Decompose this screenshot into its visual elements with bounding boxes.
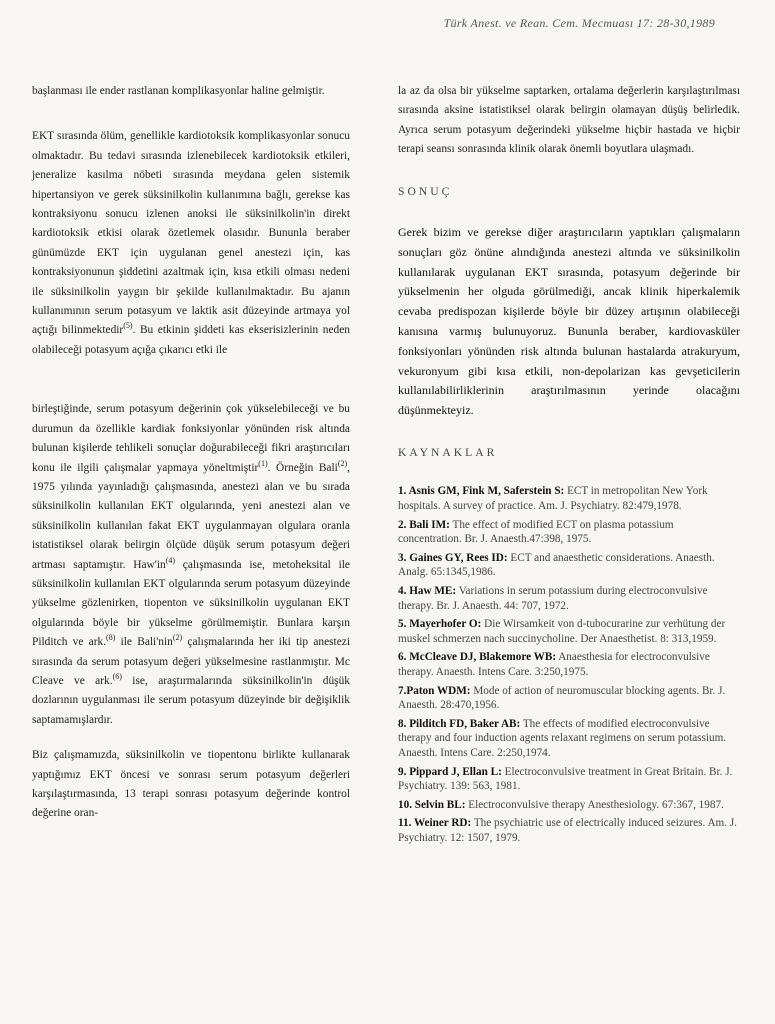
paragraph xyxy=(32,127,350,360)
reference-item xyxy=(398,584,740,613)
reference-authors: 10. Selvin BL: xyxy=(398,798,466,811)
citation-ref: (4) xyxy=(165,555,176,565)
paragraph-text: . Bu etkinin şiddeti kas ekserisizlerinin neden olabileceği potasyum açığa çıkarıcı etki ile xyxy=(32,324,350,356)
paragraph: Gerek bizim ve gerekse diğer araştırıcıların yaptıkları çalışmaların sonuçları göz önüne alındığında anestezi altında ve süksinilkolin kullanılarak uygulanan EKT sırasında, potasyum değerinde bir yükselmenin her olguda görülmediği, ancak klinik hiperkalemik cevaba predispozan kişilerde böyle bir düzey artışının olabileceği kanısına varmış bulunuyoruz. Bununla beraber, kardiovasküler fonksiyonları yönünden risk altında bulunan hastalarda atrakuryum, vekuronyum gibi kısa etkili, non-depolarizan kas gevşeticilerin kullanılabilirliklerinin araştırılmasının yerinde olacağını düşünmekteyiz. xyxy=(398,225,740,418)
reference-details: The psychiatric use of electrically induced seizures. Am. J. Psychiatry. 12: 1507, 1979. xyxy=(398,817,737,844)
paragraph: Biz çalışmamızda, süksinilkolin ve tiopentonu birlikte kullanarak yaptığımız EKT öncesi ve sonrası serum potasyum değerleri karşılaştırmasında, 13 terapi sonrası potasyum değerinde kontrol değerine oran- xyxy=(32,749,350,820)
reference-authors: 5. Mayerhofer O: xyxy=(398,618,482,631)
reference-details: ECT and anaesthetic considerations. Anaesth. Analg. 65:1345,1986. xyxy=(398,551,715,579)
reference-authors: 11. Weiner RD: xyxy=(398,817,472,830)
reference-details: Anaesthesia for electroconvulsive therapy. Anaesth. Intens Care. 3:250,1975. xyxy=(398,651,710,678)
reference-item xyxy=(398,518,740,547)
right-column xyxy=(398,82,740,849)
citation-ref: (2) xyxy=(172,633,183,643)
citation-ref: (6) xyxy=(112,672,122,682)
paragraph-text: çalışmalarında her iki tip anestezi sırasında da serum potasyum değeri yükselmesine rastlanmıştır. Mc Cleave ve ark. xyxy=(32,636,351,687)
reference-item xyxy=(398,765,740,794)
reference-details: Mode of action of neuromuscular blocking agents. Br. J. Anaesth. 28:470,1956. xyxy=(398,684,726,712)
reference-details: Electroconvulsive therapy Anesthesiology. 67:367, 1987. xyxy=(465,798,724,811)
paragraph xyxy=(32,400,350,730)
reference-authors: 3. Gaines GY, Rees ID: xyxy=(398,551,508,564)
reference-authors: 7.Paton WDM: xyxy=(398,684,471,697)
reference-details: Electroconvulsive treatment in Great Britain. Br. J. Psychiatry. 139: 563, 1981. xyxy=(398,765,733,793)
reference-authors: 6. McCleave DJ, Blakemore WB: xyxy=(398,651,557,664)
left-column xyxy=(32,82,350,840)
reference-item xyxy=(398,617,740,646)
reference-item xyxy=(398,551,740,580)
reference-item xyxy=(398,684,740,713)
paragraph-text: EKT sırasında ölüm, genellikle kardiotoksik komplikasyonlar sonucu olmaktadır. Bu tedavi sırasında izlenebilecek kardiotoksik etkileri, jeneralize kasılma nöbeti sırasında meydana gelen sistemik hipertansiyon ve gerek süksinilkolin kullanımına bağlı, gerekse kas kontraksiyonu sonucu izlenen anoksi ile süksinilkolin'in direkt kardiotoksik etkisi olarak özetlemek olasıdır. Bununla beraber günümüzde EKT için uygulanan genel anestezi için, kas kontraksiyonunun şiddetini azaltmak için, kısa etkili olması nedeni ile süksinilkolin yaygın bir şekilde kullanılmaktadır. Bu ajanın kullanımının serum potasyum ve laktik asit düzeyinde artmaya yol açtığı bilinmektedir xyxy=(32,130,350,337)
paragraph-text: ise, araştırmalarında süksinilkolin'in düşük dozlarının uygulanması ile serum potasyum düzeyinde bir değişiklik saptamamışlardır. xyxy=(32,674,350,726)
reference-item xyxy=(398,717,740,761)
reference-details: Die Wirsamkeit von d-tubocurarine zur verhütung der muskel schmerzen nach succinycholine. Der Anaesthetist. 8: 313,1959. xyxy=(398,618,726,645)
reference-item xyxy=(398,484,740,513)
reference-item xyxy=(398,816,740,845)
reference-details: The effects of modified electroconvulsive therapy and four induction agents relaxant regimens on serum potassium. Anaesth. Intens Care. 2:250,1974. xyxy=(398,717,727,759)
paragraph-text: ile Bali'nin xyxy=(115,636,173,649)
paragraph-text: . Örneğin Bali xyxy=(267,461,338,474)
citation-ref: (8) xyxy=(106,633,116,643)
paragraph: la az da olsa bir yükselme saptarken, ortalama değerlerin karşılaştırılması sırasında aksine istatistiksel olarak belirgin olamayan düşüş belirledik. Ayrıca serum potasyum değerindeki yükselme hiçbir hastada ve hiçbir terapi seansı sonrasında klinik olarak önemli boyutlara ulaşmadı. xyxy=(398,85,740,156)
reference-item xyxy=(398,650,740,679)
reference-details: ECT in metropolitan New York hospitals. A survey of practice. Am. J. Psychiatry. 82:479,1978. xyxy=(398,485,708,512)
reference-details: Variations in serum potassium during electroconvulsive therapy. Br. J. Anaesth. 44: 707, 1972. xyxy=(398,584,708,612)
paragraph-text: birleştiğinde, serum potasyum değerinin çok yükselebileceği ve bu durumun da özellikle kardiak fonksiyonlar yönünden risk altında bulunan kişilerde tehlikeli sonuçlar doğurabileceği fikri araştırıcıları konu ile ilgili çalışmalar yapmaya yöneltmiştir xyxy=(32,403,350,474)
paragraph-text: , 1975 yılında yayınladığı çalışmasında, anestezi alan ve bu sırada süksinilkolin kullanılan EKT olgularında, yeni anestezi alan ve süksinilkolin kullanılan fakat EKT uygulanmayan olgulara oranla istatistiksel olarak belirgin ölçüde düşük serum potasyum değeri artması saptamıştır. Haw'in xyxy=(32,461,351,571)
reference-authors: 4. Haw ME: xyxy=(398,584,457,597)
citation-ref: (5) xyxy=(123,321,133,331)
citation-ref: (2) xyxy=(337,458,348,468)
section-heading-references: KAYNAKLAR xyxy=(398,446,498,459)
reference-details: The effect of modified ECT on plasma potassium concentration. Br. J. Anaesth.47:398, 1975. xyxy=(398,518,674,546)
running-head: Türk Anest. ve Rean. Cem. Mecmuası 17: 28-30,1989 xyxy=(443,16,715,30)
paragraph: başlanması ile ender rastlanan komplikasyonlar haline gelmiştir. xyxy=(32,85,325,97)
reference-authors: 9. Pippard J, Ellan L: xyxy=(398,765,502,778)
reference-list xyxy=(398,484,740,845)
reference-authors: 1. Asnis GM, Fink M, Saferstein S: xyxy=(398,485,565,498)
reference-authors: 2. Bali IM: xyxy=(398,518,450,531)
reference-item xyxy=(398,798,740,813)
paragraph-text: çalışmasında ise, metoheksital ile süksinilkolin kullanılan EKT olgularında serum potasyum düzeyinde yükselme gözlenirken, tiopenton ve süksinilkolin uygulanan EKT olgularında böyle bir yükselme görülmemiştir. Bunlara karşın Pilditch ve ark. xyxy=(32,558,350,649)
section-heading-result: SONUÇ xyxy=(398,184,453,198)
reference-authors: 8. Pilditch FD, Baker AB: xyxy=(398,717,521,730)
citation-ref: (1) xyxy=(258,458,268,468)
